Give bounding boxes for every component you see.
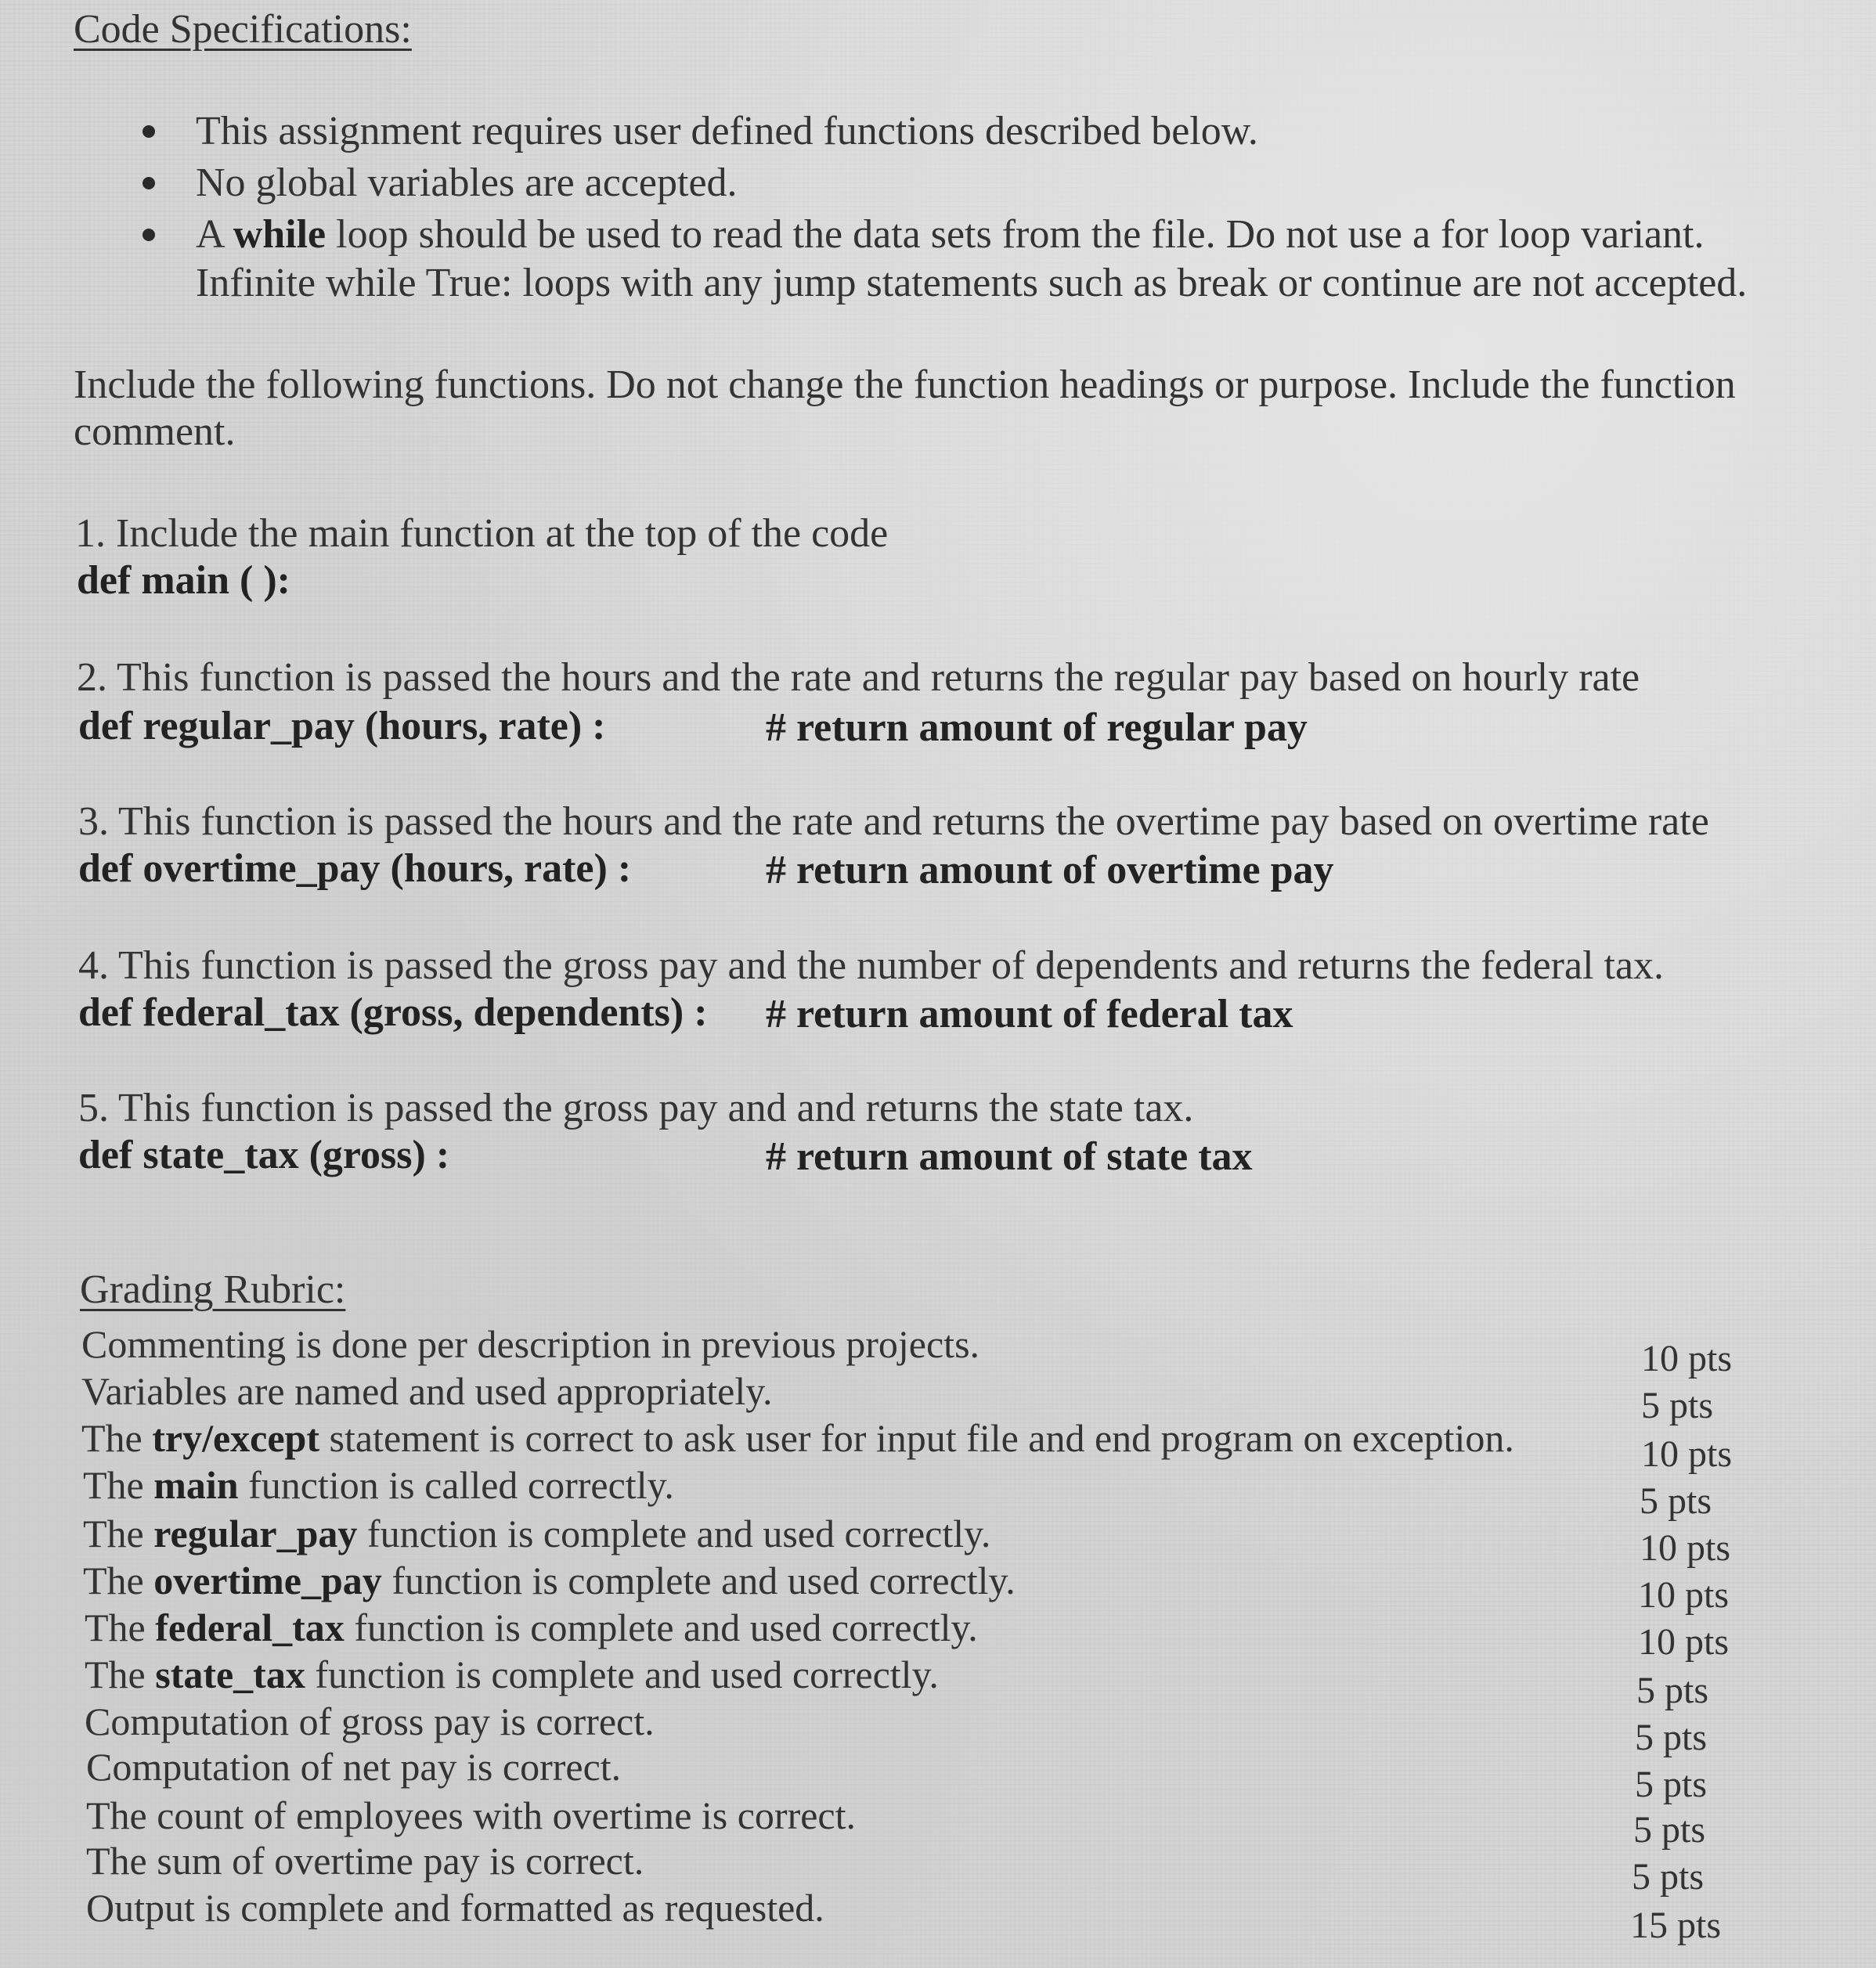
bullet-item [196,160,738,207]
rubric-row [86,1838,644,1883]
rubric-points: 5 pts [1635,1717,1708,1758]
rubric-criterion: function is complete and used correctly. [357,1512,991,1555]
rubric-criterion: The [83,1463,154,1507]
bullet-dot [143,229,155,241]
function-description: 4. This function is passed the gross pay and the number of dependents and returns the federal tax. [78,943,1665,988]
include-paragraph-line1: Include the following functions. Do not change the function headings or purpose. Include the function [74,362,1736,407]
bullet-text: No global variables are accepted. [196,160,738,205]
rubric-bold-keyword: state_tax [155,1653,305,1696]
function-definition: def state_tax (gross) : [78,1133,450,1177]
rubric-criterion: The [85,1606,156,1649]
rubric-bold-keyword: regular_pay [153,1512,358,1555]
rubric-points: 10 pts [1638,1574,1730,1616]
rubric-row [86,1793,856,1838]
rubric-row [86,1744,621,1790]
function-description: 3. This function is passed the hours and the rate and returns the overtime pay based on overtime rate [78,799,1709,844]
rubric-criterion: The count of employees with overtime is correct. [86,1793,857,1837]
function-definition: def main ( ): [77,558,290,603]
rubric-criterion: Variables are named and used appropriately. [81,1369,773,1413]
bullet-text: A [196,212,233,257]
grading-rubric-heading: Grading Rubric: [80,1267,346,1312]
rubric-row [83,1558,1016,1603]
rubric-row [85,1699,655,1744]
rubric-points: 15 pts [1630,1905,1722,1946]
rubric-criterion: function is complete and used correctly. [305,1653,939,1696]
function-comment: # return amount of regular pay [766,705,1308,750]
rubric-row [83,1462,674,1508]
rubric-criterion: Computation of gross pay is correct. [85,1699,655,1743]
function-description: 1. Include the main function at the top of the code [75,511,889,556]
rubric-points: 5 pts [1641,1385,1714,1426]
rubric-points: 10 pts [1638,1621,1730,1663]
rubric-criterion: statement is correct to ask user for input file and end program on exception. [319,1416,1514,1460]
function-description: 2. This function is passed the hours and the rate and returns the regular pay based on hourly rate [77,655,1640,700]
rubric-row [83,1511,990,1556]
rubric-row [85,1652,939,1697]
rubric-bold-keyword: federal_tax [155,1606,345,1649]
rubric-criterion: The sum of overtime pay is correct. [86,1839,644,1883]
bullet-item [196,211,1704,258]
rubric-row [86,1885,824,1930]
code-specifications-heading: Code Specifications: [74,7,412,52]
bullet-dot [143,125,155,138]
rubric-criterion: The [81,1416,153,1460]
function-description: 5. This function is passed the gross pay and and returns the state tax. [78,1086,1194,1130]
rubric-criterion: Output is complete and formatted as requested. [86,1886,824,1930]
rubric-points: 10 pts [1641,1338,1733,1379]
bullet-text: loop should be used to read the data sets from the file. Do not use a for loop variant. [326,212,1705,257]
rubric-points: 5 pts [1632,1856,1705,1898]
rubric-points: 5 pts [1635,1764,1708,1805]
rubric-criterion: function is complete and used correctly. [381,1559,1016,1602]
bullet-bold-keyword: while [233,212,326,257]
rubric-row [85,1605,978,1650]
rubric-criterion: Computation of net pay is correct. [86,1745,622,1789]
include-paragraph-line2: comment. [74,409,236,454]
rubric-row [81,1368,773,1414]
function-comment: # return amount of federal tax [766,992,1293,1036]
rubric-bold-keyword: main [153,1463,239,1507]
rubric-criterion: Commenting is done per description in previous projects. [81,1322,980,1366]
bullet-item [196,108,1258,155]
rubric-row [81,1415,1514,1461]
rubric-criterion: The [83,1512,154,1555]
rubric-points: 10 pts [1641,1433,1733,1475]
rubric-points: 5 pts [1633,1809,1706,1851]
rubric-points: 5 pts [1640,1480,1712,1522]
rubric-criterion: The [85,1653,156,1696]
function-definition: def federal_tax (gross, dependents) : [78,990,708,1035]
rubric-criterion: The [83,1559,154,1602]
bullet-dot [143,177,155,189]
rubric-bold-keyword: try/except [152,1416,320,1460]
bullet-continuation: Infinite while True: loops with any jump statements such as break or continue are not accepted. [196,261,1748,305]
rubric-row [81,1321,979,1367]
bullet-text: This assignment requires user defined functions described below. [196,109,1258,153]
rubric-points: 5 pts [1636,1670,1709,1711]
function-definition: def regular_pay (hours, rate) : [78,704,606,748]
function-comment: # return amount of state tax [766,1134,1253,1179]
rubric-criterion: function is called correctly. [238,1463,674,1507]
rubric-bold-keyword: overtime_pay [153,1559,382,1602]
function-definition: def overtime_pay (hours, rate) : [78,846,632,891]
function-comment: # return amount of overtime pay [766,848,1334,892]
rubric-criterion: function is complete and used correctly. [344,1606,978,1649]
rubric-points: 10 pts [1640,1527,1731,1569]
